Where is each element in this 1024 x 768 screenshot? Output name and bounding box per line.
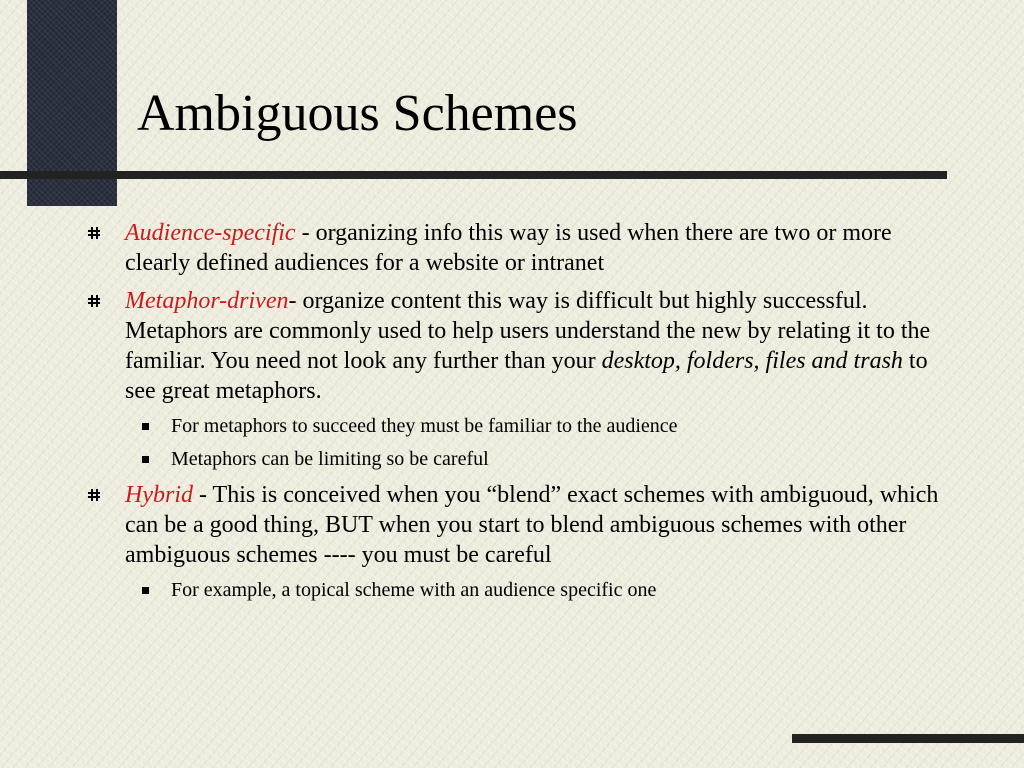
footer-rule [792,734,1024,743]
bullet-text: - This is conceived when you “blend” exact schemes with ambiguoud, which can be a good thing, BUT when you start to blend ambiguous schemes with other ambiguous schemes ---- you must be careful [125,482,939,568]
bullet-text-end: to see great metaphors. [125,348,928,404]
square-bullet-icon [142,423,149,430]
sub-bullet-text: For metaphors to succeed they must be familiar to the audience [171,415,678,437]
bullet-text: - organize content this way is difficult but highly successful. Metaphors are commonly used to help users understand the new by relating it to the familiar. You need not look any further than your [125,288,931,374]
hash-bullet-icon [88,227,100,239]
bullet-text: - organizing info this way is used when there are two or more clearly defined audiences for a website or intranet [125,220,892,276]
slide-title: Ambiguous Schemes [137,85,578,142]
square-bullet-icon [142,456,149,463]
bullet-hybrid [125,480,945,570]
bullet-term: Audience-specific [125,220,296,246]
sub-bullet-text: Metaphors can be limiting so be careful [171,448,489,470]
bullet-audience-specific [125,218,945,278]
slide-body [0,218,1024,611]
bullet-italic-text: desktop, folders, files and trash [601,348,903,374]
sub-bullet [171,414,951,439]
bullet-term: Hybrid [125,482,193,508]
sub-bullet [171,578,951,603]
bullet-metaphor-driven [125,286,945,406]
hash-bullet-icon [88,489,100,501]
hash-bullet-icon [88,295,100,307]
sub-bullet-text: For example, a topical scheme with an audience specific one [171,579,657,601]
bullet-term: Metaphor-driven [125,288,289,314]
title-divider-rule [0,171,947,179]
square-bullet-icon [142,587,149,594]
sub-bullet [171,447,951,472]
